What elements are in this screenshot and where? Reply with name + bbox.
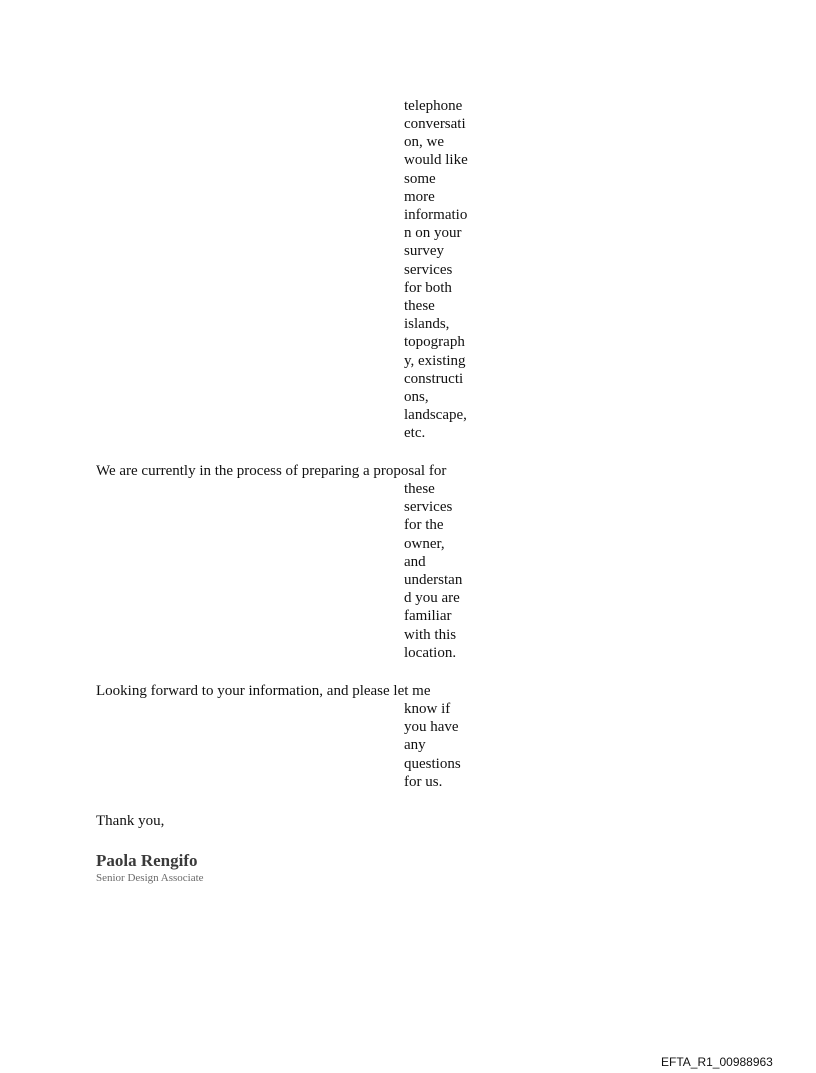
paragraph-2-line: location. bbox=[404, 645, 457, 661]
paragraph-2-line: these bbox=[404, 481, 435, 497]
closing-text: Thank you, bbox=[96, 813, 165, 829]
paragraph-1-line: conversati bbox=[404, 116, 466, 132]
paragraph-3-line: know if bbox=[404, 701, 451, 717]
paragraph-2-first-line: We are currently in the process of preparing a proposal for bbox=[96, 463, 447, 479]
paragraph-2-line: and bbox=[404, 554, 426, 570]
paragraph-1-line: ons, bbox=[404, 389, 429, 405]
paragraph-1-line: on, we bbox=[404, 134, 444, 150]
paragraph-2-line: familiar bbox=[404, 608, 452, 624]
paragraph-1-line: landscape, bbox=[404, 407, 467, 423]
paragraph-2-line: d you are bbox=[404, 590, 460, 606]
signature-name: Paola Rengifo bbox=[96, 851, 198, 870]
paragraph-1-line: would like bbox=[404, 152, 468, 168]
paragraph-1-line: services bbox=[404, 262, 453, 278]
document-id: EFTA_R1_00988963 bbox=[661, 1055, 773, 1069]
paragraph-3-line: you have bbox=[404, 719, 459, 735]
paragraph-2-line: understan bbox=[404, 572, 463, 588]
paragraph-1-line: these bbox=[404, 298, 435, 314]
signature-title: Senior Design Associate bbox=[96, 872, 204, 884]
paragraph-1-line: constructi bbox=[404, 371, 464, 387]
paragraph-1-line: topograph bbox=[404, 334, 465, 350]
paragraph-1-line: y, existing bbox=[404, 353, 466, 369]
paragraph-1-line: informatio bbox=[404, 207, 468, 223]
paragraph-3-line: for us. bbox=[404, 774, 443, 790]
paragraph-1-line: etc. bbox=[404, 425, 426, 441]
paragraph-2-line: owner, bbox=[404, 536, 445, 552]
paragraph-1-line: more bbox=[404, 189, 435, 205]
paragraph-2-line: services bbox=[404, 499, 453, 515]
paragraph-1-line: for both bbox=[404, 280, 452, 296]
paragraph-1-line: telephone bbox=[404, 98, 463, 114]
paragraph-1-line: n on your bbox=[404, 225, 462, 241]
paragraph-1-line: survey bbox=[404, 243, 444, 259]
paragraph-1-line: some bbox=[404, 171, 436, 187]
paragraph-3-first-line: Looking forward to your information, and please let me bbox=[96, 683, 431, 699]
paragraph-2-line: with this bbox=[404, 627, 457, 643]
paragraph-1-line: islands, bbox=[404, 316, 450, 332]
paragraph-3-line: questions bbox=[404, 756, 461, 772]
paragraph-3-line: any bbox=[404, 737, 426, 753]
paragraph-2-line: for the bbox=[404, 517, 444, 533]
